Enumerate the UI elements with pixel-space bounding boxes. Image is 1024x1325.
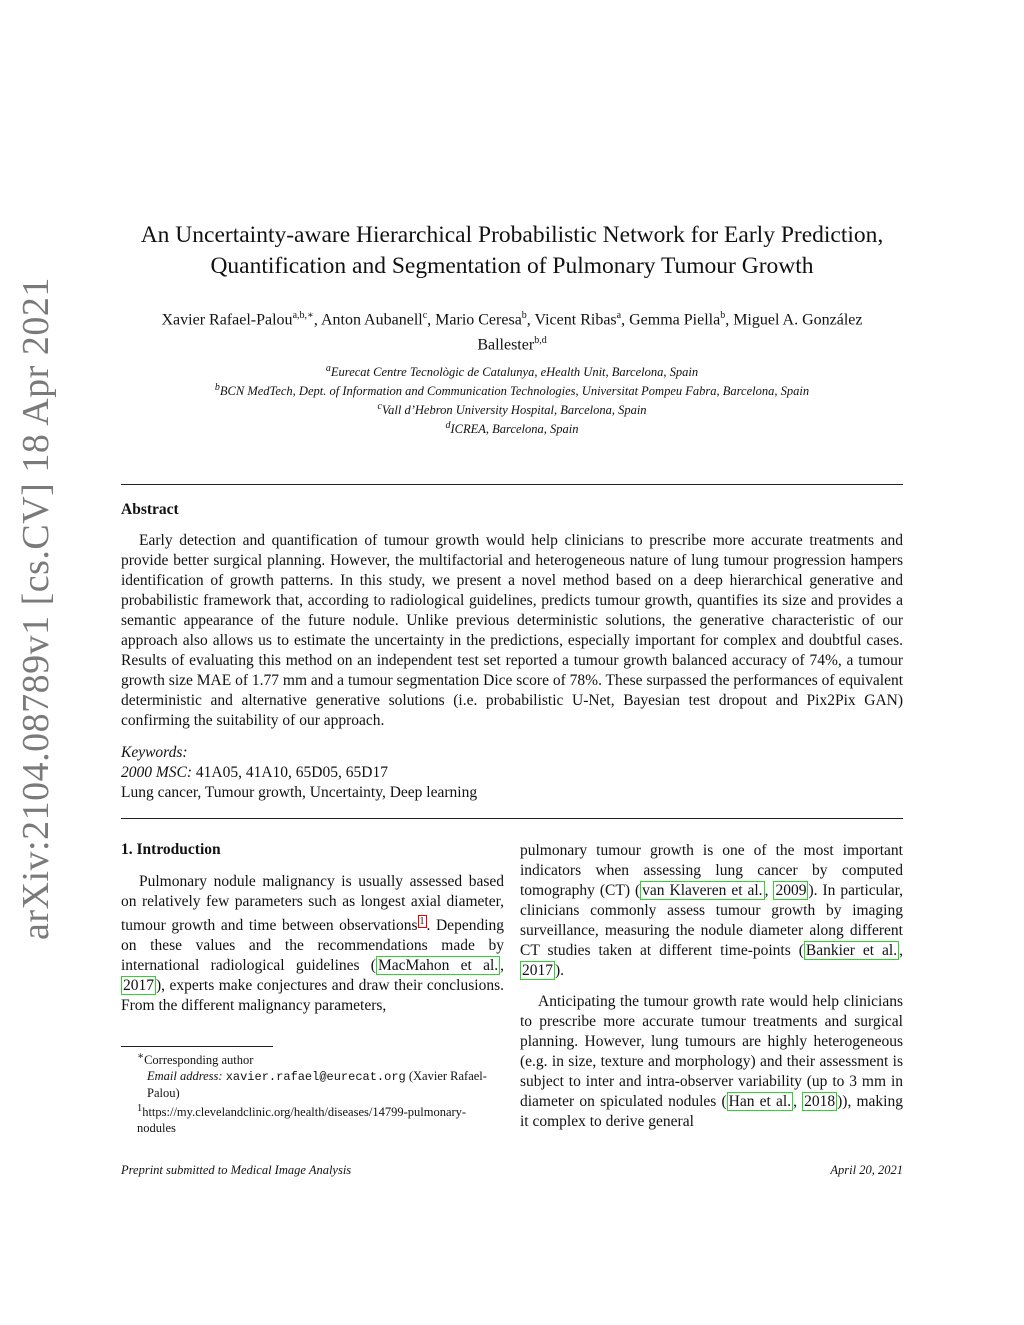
author-affil-mark: b,d xyxy=(534,335,547,347)
footer-journal: Preprint submitted to Medical Image Analysis xyxy=(121,1163,352,1177)
intro-left-column xyxy=(121,872,504,1016)
intro-paragraph-1: Pulmonary nodule malignancy is usually assessed based on relatively few parameters such as longest axial diameter, tumour growth and time between observations $^1$ . Depending on these values and the recommendations made by international radiological guidelines ( MacMahon et al. , 2017 ), experts make conjectures and draw their conclusions. From the different malignancy parameters, xyxy=(121,873,505,1015)
citation-han-year[interactable]: 2018 xyxy=(804,1093,836,1110)
divider-bottom xyxy=(121,818,903,819)
affiliations xyxy=(110,361,914,438)
footnote-divider xyxy=(121,1046,273,1047)
affiliation-d: $^d$ICREA, Barcelona, Spain xyxy=(445,420,579,437)
arxiv-stamp: arXiv:2104.08789v1 [cs.CV] 18 Apr 2021 xyxy=(15,277,57,940)
msc-label: 2000 MSC: xyxy=(121,764,193,781)
msc-values: 41A05, 41A10, 65D05, 65D17 xyxy=(195,764,388,781)
intro-right-column xyxy=(520,841,903,1132)
email-link[interactable]: xavier.rafael@eurecat.org xyxy=(225,1070,406,1085)
author-name: Ballester xyxy=(477,336,535,354)
abstract-text: Early detection and quantification of tumour growth would help clinicians to prescribe more accurate treatments and provide better surgical planning. However, the multifactorial and heterogeneous nature of lung tumour progression hampers identification of growth patterns. In this study, we present a novel method based on a deep hierarchical generative and probabilistic framework that, according to radiological guidelines, predicts tumour growth, quantifies its size and provides a semantic appearance of the future nodule. Unlike previous deterministic solutions, the generative characteristic of our approach also allows us to estimate the uncertainty in the predictions, especially important for complex and doubtful cases. Results of evaluating this method on an independent test set reported a tumour growth balanced accuracy of 74%, a tumour growth size MAE of 1.77 mm and a tumour segmentation Dice score of 78%. These surpassed the performances of equivalent deterministic and alternative generative solutions (i.e. probabilistic U-Net, Bayesian test dropout and Pix2Pix GAN) confirming the suitability of our approach. xyxy=(121,532,903,729)
author-list: Xavier Rafael-Palou$^{a,b,∗}$, Anton Aubanell$^c$, Mario Ceresa$^b$, Vicent Ribas$^a$, Gemma Piella$^b$, Miguel A. González Ballester$^{b,d}$ xyxy=(161,310,863,354)
affiliation-c: $^c$Vall d’Hebron University Hospital, Barcelona, Spain xyxy=(377,401,647,418)
divider-top xyxy=(121,484,903,485)
footnote-email: Email address: xavier.rafael@eurecat.org (Xavier Rafael-Palou) xyxy=(147,1069,487,1101)
intro-paragraph-3: Anticipating the tumour growth rate would help clinicians to prescribe more accurate tumour treatments and surgical planning. However, lung tumours are highly heterogeneous (e.g. in size, texture and morphology) and their assessment is subject to inter and intra-observer variability (up to 3 mm in diameter on spiculated nodules ( Han et al. , 2018 )), making it complex to derive general xyxy=(520,993,903,1130)
author-affil-mark: a,b,∗ xyxy=(292,310,314,321)
affiliation-b: $^b$BCN MedTech, Dept. of Information and Communication Technologies, Universitat Pompeu Fabra, Barcelona, Spain xyxy=(214,382,810,399)
citation-bankier-year[interactable]: 2017 xyxy=(522,962,553,979)
paper-title xyxy=(110,220,914,282)
citation-han[interactable]: Han et al. xyxy=(728,1093,792,1110)
author-affil-mark: b xyxy=(521,310,527,321)
keywords-block xyxy=(121,743,477,803)
footer-date: April 20, 2021 xyxy=(830,1163,903,1177)
citation-macmahon[interactable]: MacMahon et al. xyxy=(377,957,499,975)
intro-paragraph-2: pulmonary tumour growth is one of the most important indicators when assessing lung cancer by computed tomography (CT) ( van Klaveren et al. , 2009 ). In particular, clinicians commonly assess tumour growth by imaging surveillance, measuring the nodule diameter along different CT studies taken at different time-points ( Bankier et al. , 2017 ). xyxy=(520,842,903,979)
author-name: Miguel A. González xyxy=(733,311,863,329)
title-line-1: An Uncertainty-aware Hierarchical Probabilistic Network for Early Prediction, xyxy=(140,222,884,248)
citation-van-klaveren-year[interactable]: 2009 xyxy=(775,882,807,899)
footnote-1: $^1$https://my.clevelandclinic.org/health/diseases/14799-pulmonary-nodules xyxy=(137,1103,467,1136)
author-name: Xavier Rafael-Palou xyxy=(161,311,293,329)
author-affil-mark: c xyxy=(422,310,428,321)
footnote-1-url[interactable]: https://my.clevelandclinic.org/health/diseases/14799-pulmonary-nodules xyxy=(137,1105,467,1136)
footnote-ref-1[interactable]: 1 xyxy=(419,916,425,927)
keyword-terms: Lung cancer, Tumour growth, Uncertainty, Deep learning xyxy=(121,784,478,801)
author-affil-mark: b xyxy=(720,310,726,321)
citation-van-klaveren[interactable]: van Klaveren et al. xyxy=(642,882,763,899)
author-name: Gemma Piella xyxy=(629,311,721,329)
citation-bankier[interactable]: Bankier et al. xyxy=(805,942,898,959)
citation-macmahon-year[interactable]: 2017 xyxy=(123,977,154,995)
footnotes xyxy=(121,1049,504,1136)
author-name: Anton Aubanell xyxy=(320,311,423,329)
abstract-heading: Abstract xyxy=(121,501,179,518)
title-line-2: Quantification and Segmentation of Pulmonary Tumour Growth xyxy=(210,253,814,279)
affiliation-a: $^a$Eurecat Centre Tecnològic de Catalunya, eHealth Unit, Barcelona, Spain xyxy=(325,363,699,380)
footnote-corresponding: ∗Corresponding author xyxy=(137,1051,254,1068)
section-heading: 1. Introduction xyxy=(121,841,221,858)
author-affil-mark: a xyxy=(616,310,622,321)
author-name: Vicent Ribas xyxy=(534,311,617,329)
author-name: Mario Ceresa xyxy=(435,311,522,329)
keywords-label: Keywords: xyxy=(121,744,188,761)
